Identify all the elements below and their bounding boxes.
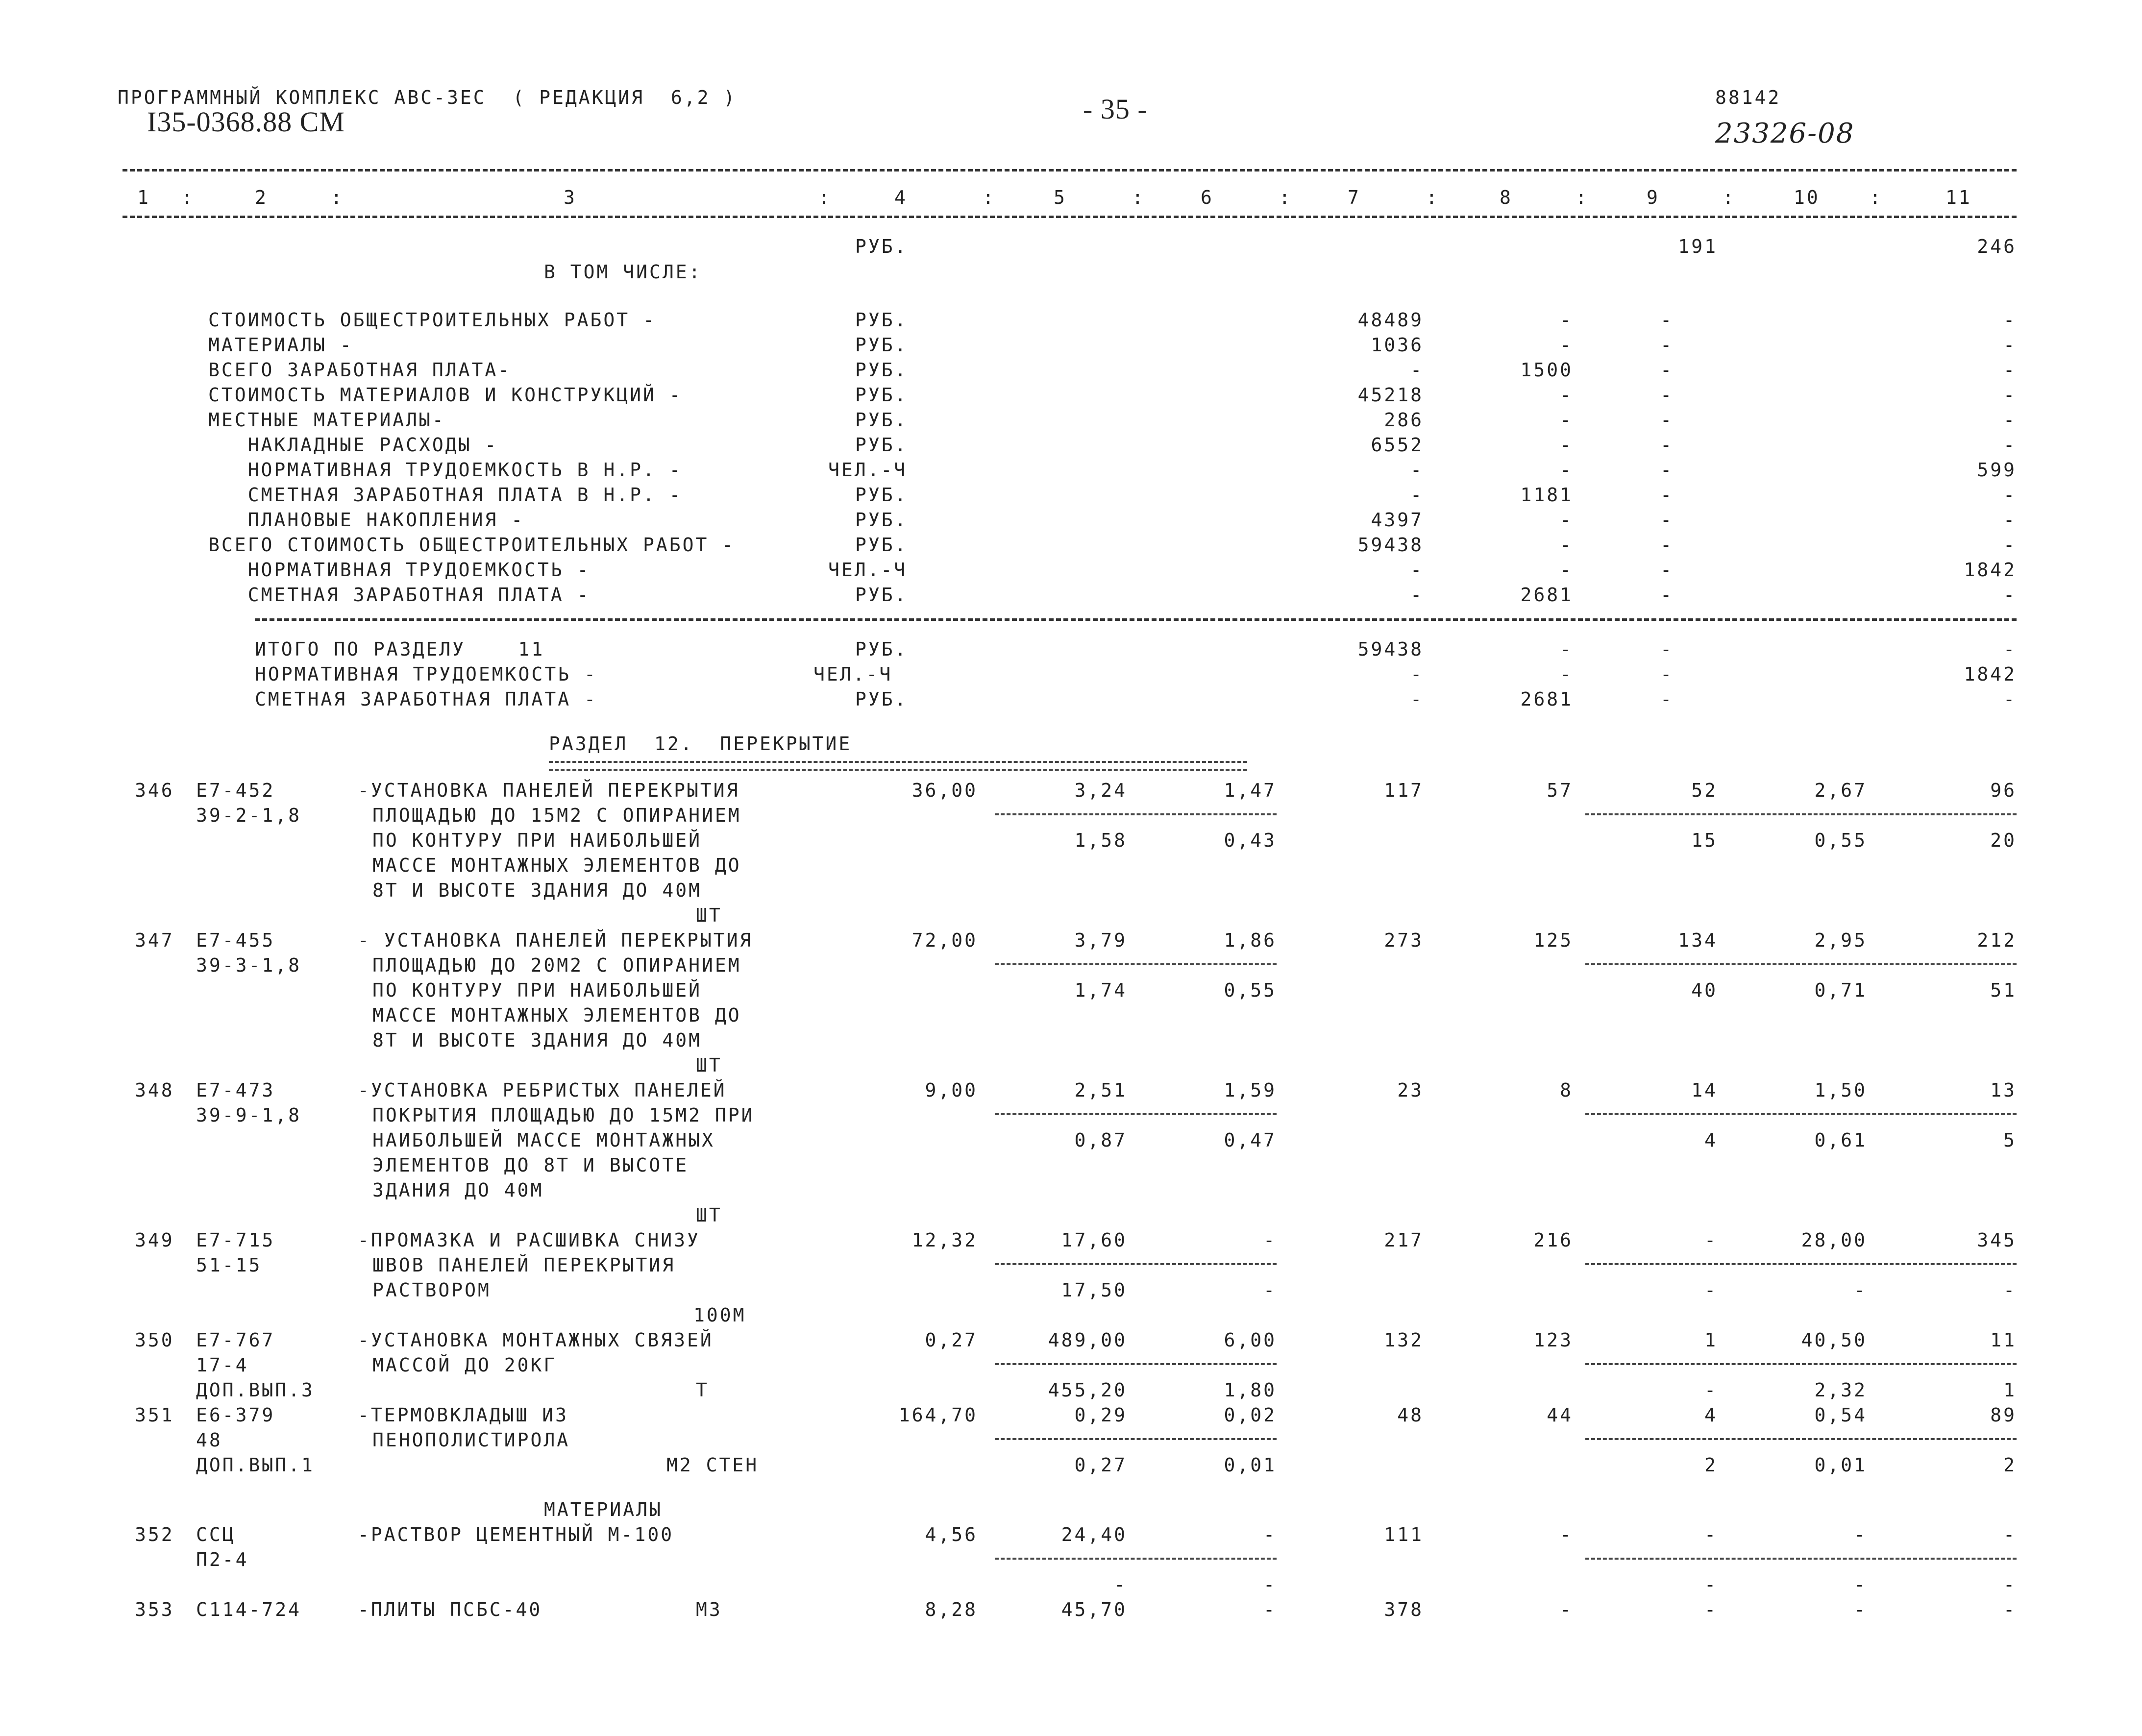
item-code: ДОП.ВЫП.3: [196, 1379, 315, 1401]
summary-row-c11: 599: [1977, 459, 2017, 481]
item-c9-sub: -: [1704, 1279, 1718, 1301]
itogo-row-c8: 2681: [1520, 688, 1573, 710]
column-number: 4: [894, 187, 908, 208]
item-c11: 212: [1977, 929, 2017, 951]
item-code: 17-4: [196, 1354, 249, 1376]
material-number: 353: [135, 1599, 174, 1620]
summary-row-c11: -: [2003, 384, 2017, 406]
item-c10-sub: 0,55: [1814, 830, 1867, 851]
summary-row-c8: -: [1560, 559, 1573, 581]
itogo-row-c7: 59438: [1357, 638, 1424, 660]
material-c7: 378: [1384, 1599, 1424, 1620]
item-c10-sub: 0,01: [1814, 1454, 1867, 1476]
itogo-row-c8: -: [1560, 638, 1573, 660]
itogo-row-label: НОРМАТИВНАЯ ТРУДОЕМКОСТЬ -: [255, 663, 597, 685]
material-split-rule: [1585, 1558, 2017, 1560]
item-description: ПО КОНТУРУ ПРИ НАИБОЛЬШЕЙ: [372, 830, 702, 851]
summary-row-label: ПЛАНОВЫЕ НАКОПЛЕНИЯ -: [208, 509, 525, 531]
item-c10-sub: 2,32: [1814, 1379, 1867, 1401]
summary-row-c11: -: [2003, 509, 2017, 531]
item-c9: 52: [1691, 780, 1718, 801]
item-c5-sub: 1,58: [1074, 830, 1127, 851]
itogo-row-c9: -: [1660, 688, 1674, 710]
summary-row-label: СМЕТНАЯ ЗАРАБОТНАЯ ПЛАТА -: [208, 584, 591, 606]
column-separator: :: [181, 187, 195, 208]
item-c10: 2,95: [1814, 929, 1867, 951]
column-separator: :: [331, 187, 344, 208]
summary-row-c8: -: [1560, 534, 1573, 556]
item-description: МАССОЙ ДО 20КГ: [372, 1354, 557, 1376]
item-c9-sub: 40: [1691, 979, 1718, 1001]
summary-row-c7: -: [1410, 459, 1424, 481]
item-c7: 23: [1397, 1079, 1424, 1101]
summary-row-c8: -: [1560, 309, 1573, 331]
item-c11: 345: [1977, 1229, 2017, 1251]
summary-row-label: МАТЕРИАЛЫ -: [208, 334, 353, 356]
summary-row-c11: -: [2003, 334, 2017, 356]
item-c9: 134: [1678, 929, 1718, 951]
summary-row-unit: РУБ.: [855, 484, 908, 506]
item-c6: 6,00: [1224, 1329, 1277, 1351]
column-number: 7: [1348, 187, 1361, 208]
summary-row-unit: ЧЕЛ.-Ч: [828, 459, 908, 481]
section-title: РАЗДЕЛ 12. ПЕРЕКРЫТИЕ: [549, 733, 852, 755]
item-description: ПО КОНТУРУ ПРИ НАИБОЛЬШЕЙ: [372, 979, 702, 1001]
summary-row-c7: 6552: [1371, 434, 1424, 456]
item-c8: 44: [1547, 1404, 1573, 1426]
item-c11-sub: -: [2003, 1279, 2017, 1301]
summary-row-c7: -: [1410, 584, 1424, 606]
handwritten-number: 23326-08: [1715, 118, 1855, 149]
summary-row-label: НОРМАТИВНАЯ ТРУДОЕМКОСТЬ В Н.Р. -: [208, 459, 683, 481]
material-c6: -: [1263, 1524, 1277, 1545]
item-description: -ТЕРМОВКЛАДЫШ ИЗ: [358, 1404, 569, 1426]
item-c6-sub: 0,47: [1224, 1129, 1277, 1151]
item-description: -УСТАНОВКА РЕБРИСТЫХ ПАНЕЛЕЙ: [358, 1079, 727, 1101]
item-c6-sub: 0,43: [1224, 830, 1277, 851]
itogo-row-c11: -: [2003, 688, 2017, 710]
summary-row-c11: -: [2003, 434, 2017, 456]
material-c6: -: [1263, 1599, 1277, 1620]
item-c7: 117: [1384, 780, 1424, 801]
item-split-rule: [995, 1363, 1277, 1365]
item-c10: 40,50: [1801, 1329, 1867, 1351]
item-number: 346: [135, 780, 174, 801]
item-description: ШВОВ ПАНЕЛЕЙ ПЕРЕКРЫТИЯ: [372, 1254, 676, 1276]
itogo-row-c11: -: [2003, 638, 2017, 660]
column-separator: :: [1279, 187, 1292, 208]
item-qty: 9,00: [925, 1079, 978, 1101]
summary-row-label: НАКЛАДНЫЕ РАСХОДЫ -: [208, 434, 498, 456]
itogo-row-c9: -: [1660, 638, 1674, 660]
item-c8: 125: [1533, 929, 1573, 951]
item-qty: 164,70: [898, 1404, 978, 1426]
item-c5-sub: 455,20: [1048, 1379, 1127, 1401]
summary-row-c8: -: [1560, 459, 1573, 481]
summary-row-c7: 1036: [1371, 334, 1424, 356]
column-number: 2: [255, 187, 268, 208]
item-c7: 48: [1397, 1404, 1424, 1426]
item-code: 51-15: [196, 1254, 262, 1276]
item-c10-sub: -: [1854, 1279, 1867, 1301]
page-number: - 35 -: [1083, 93, 1148, 125]
item-c9-sub: 15: [1691, 830, 1718, 851]
material-description: -РАСТВОР ЦЕМЕНТНЫЙ М-100: [358, 1524, 674, 1545]
summary-row-unit: ЧЕЛ.-Ч: [828, 559, 908, 581]
item-number: 351: [135, 1404, 174, 1426]
incl-label: В ТОМ ЧИСЛЕ:: [544, 261, 702, 283]
item-c10: 0,54: [1814, 1404, 1867, 1426]
item-split-rule: [995, 813, 1277, 815]
summary-row-c7: 48489: [1357, 309, 1424, 331]
item-description: ПЛОЩАДЬЮ ДО 15М2 С ОПИРАНИЕМ: [372, 805, 741, 826]
item-c6-sub: 0,55: [1224, 979, 1277, 1001]
item-description: РАСТВОРОМ: [372, 1279, 491, 1301]
summary-row-c11: -: [2003, 359, 2017, 381]
material-qty: 4,56: [925, 1524, 978, 1545]
item-number: 349: [135, 1229, 174, 1251]
itogo-row-unit: ЧЕЛ.-Ч: [813, 663, 893, 685]
itogo-row-c9: -: [1660, 663, 1674, 685]
item-c5: 489,00: [1048, 1329, 1127, 1351]
summary-row-unit: РУБ.: [855, 409, 908, 431]
item-description: - УСТАНОВКА ПАНЕЛЕЙ ПЕРЕКРЫТИЯ: [358, 929, 753, 951]
item-c9-sub: 2: [1704, 1454, 1718, 1476]
summary-row-c8: 2681: [1520, 584, 1573, 606]
item-code: Е7-455: [196, 929, 275, 951]
summary-row-c9: -: [1660, 584, 1674, 606]
item-code: Е7-767: [196, 1329, 275, 1351]
item-number: 350: [135, 1329, 174, 1351]
material-c5: 24,40: [1061, 1524, 1127, 1545]
item-description: 8Т И ВЫСОТЕ ЗДАНИЯ ДО 40М: [372, 1029, 702, 1051]
material-c8: -: [1560, 1524, 1573, 1545]
summary-row-c9: -: [1660, 484, 1674, 506]
summary-row-c8: -: [1560, 434, 1573, 456]
header-bottom-rule: [123, 216, 2017, 218]
item-split-rule: [995, 1113, 1277, 1115]
summary-rule: [255, 618, 2017, 621]
item-unit: 100М: [693, 1304, 746, 1326]
item-c7: 132: [1384, 1329, 1424, 1351]
material-c9-sub: -: [1704, 1574, 1718, 1595]
item-c6-sub: -: [1263, 1279, 1277, 1301]
column-separator: :: [1870, 187, 1883, 208]
column-number: 1: [137, 187, 150, 208]
item-split-rule: [1585, 813, 2017, 815]
summary-row-c9: -: [1660, 559, 1674, 581]
material-unit: М3: [696, 1599, 722, 1620]
item-c9: 4: [1704, 1404, 1718, 1426]
material-code: П2-4: [196, 1549, 249, 1570]
item-code: Е7-452: [196, 780, 275, 801]
item-c8: 8: [1560, 1079, 1573, 1101]
item-c5-sub: 17,50: [1061, 1279, 1127, 1301]
item-code: Е7-715: [196, 1229, 275, 1251]
item-c9: -: [1704, 1229, 1718, 1251]
item-c8: 123: [1533, 1329, 1573, 1351]
column-number: 5: [1054, 187, 1067, 208]
item-c6: -: [1263, 1229, 1277, 1251]
summary-row-c9: -: [1660, 534, 1674, 556]
material-c11: -: [2003, 1524, 2017, 1545]
item-c5: 2,51: [1074, 1079, 1127, 1101]
summary-row-c7: 45218: [1357, 384, 1424, 406]
item-code: 48: [196, 1429, 222, 1451]
item-description: ПОКРЫТИЯ ПЛОЩАДЬЮ ДО 15М2 ПРИ: [372, 1104, 755, 1126]
material-c9: -: [1704, 1524, 1718, 1545]
item-c11: 13: [1990, 1079, 2017, 1101]
materials-title: МАТЕРИАЛЫ: [544, 1499, 663, 1520]
item-split-rule: [1585, 1363, 2017, 1365]
item-description: -УСТАНОВКА МОНТАЖНЫХ СВЯЗЕЙ: [358, 1329, 714, 1351]
material-c10: -: [1854, 1524, 1867, 1545]
item-unit: Т: [696, 1379, 709, 1401]
summary-row-unit: РУБ.: [855, 584, 908, 606]
item-c8: 57: [1547, 780, 1573, 801]
itogo-row-label: ИТОГО ПО РАЗДЕЛУ 11: [255, 638, 545, 660]
item-c11-sub: 2: [2003, 1454, 2017, 1476]
column-separator: :: [1723, 187, 1736, 208]
item-qty: 12,32: [911, 1229, 978, 1251]
item-split-rule: [1585, 1438, 2017, 1440]
item-c6: 1,47: [1224, 780, 1277, 801]
summary-row-label: СТОИМОСТЬ МАТЕРИАЛОВ И КОНСТРУКЦИЙ -: [208, 384, 683, 406]
item-split-rule: [995, 1438, 1277, 1440]
summary-row-unit: РУБ.: [855, 509, 908, 531]
summary-row-c11: -: [2003, 484, 2017, 506]
summary-row-c8: -: [1560, 384, 1573, 406]
item-c10: 28,00: [1801, 1229, 1867, 1251]
item-unit: ШТ: [696, 905, 722, 926]
summary-row-c7: 4397: [1371, 509, 1424, 531]
item-unit: ШТ: [696, 1204, 722, 1226]
material-description: -ПЛИТЫ ПСБС-40: [358, 1599, 542, 1620]
item-split-rule: [1585, 963, 2017, 965]
item-c5-sub: 0,27: [1074, 1454, 1127, 1476]
material-c11-sub: -: [2003, 1574, 2017, 1595]
summary-total-c9: 191: [1678, 236, 1718, 257]
item-c11-sub: 51: [1990, 979, 2017, 1001]
item-description: ПЛОЩАДЬЮ ДО 20М2 С ОПИРАНИЕМ: [372, 954, 741, 976]
item-c9-sub: 4: [1704, 1129, 1718, 1151]
item-c9: 1: [1704, 1329, 1718, 1351]
item-c5-sub: 1,74: [1074, 979, 1127, 1001]
summary-row-c11: -: [2003, 309, 2017, 331]
itogo-row-unit: РУБ.: [855, 688, 908, 710]
column-separator: :: [1426, 187, 1439, 208]
summary-row-c8: -: [1560, 509, 1573, 531]
summary-row-c9: -: [1660, 359, 1674, 381]
column-number: 9: [1647, 187, 1660, 208]
material-number: 352: [135, 1524, 174, 1545]
summary-row-c9: -: [1660, 334, 1674, 356]
material-c10-sub: -: [1854, 1574, 1867, 1595]
summary-row-unit: РУБ.: [855, 309, 908, 331]
summary-row-label: СМЕТНАЯ ЗАРАБОТНАЯ ПЛАТА В Н.Р. -: [208, 484, 683, 506]
item-split-rule: [995, 963, 1277, 965]
item-unit: М2 СТЕН: [666, 1454, 759, 1476]
summary-total-c11: 246: [1977, 236, 2017, 257]
item-code: Е6-379: [196, 1404, 275, 1426]
summary-row-label: ВСЕГО СТОИМОСТЬ ОБЩЕСТРОИТЕЛЬНЫХ РАБОТ -: [208, 534, 736, 556]
summary-row-unit: РУБ.: [855, 359, 908, 381]
item-c5: 17,60: [1061, 1229, 1127, 1251]
program-title: ПРОГРАММНЫЙ КОМПЛЕКС АВС-3ЕС ( РЕДАКЦИЯ 6,2 ): [118, 87, 737, 108]
material-c8: -: [1560, 1599, 1573, 1620]
summary-row-c9: -: [1660, 509, 1674, 531]
item-qty: 72,00: [911, 929, 978, 951]
summary-row-c8: -: [1560, 409, 1573, 431]
summary-row-c9: -: [1660, 309, 1674, 331]
item-c10: 1,50: [1814, 1079, 1867, 1101]
summary-row-label: СТОИМОСТЬ ОБЩЕСТРОИТЕЛЬНЫХ РАБОТ -: [208, 309, 656, 331]
item-qty: 0,27: [925, 1329, 978, 1351]
item-c6-sub: 0,01: [1224, 1454, 1277, 1476]
column-number: 11: [1945, 187, 1972, 208]
item-c5: 3,79: [1074, 929, 1127, 951]
item-c10-sub: 0,61: [1814, 1129, 1867, 1151]
item-c5-sub: 0,87: [1074, 1129, 1127, 1151]
item-description: НАИБОЛЬШЕЙ МАССЕ МОНТАЖНЫХ: [372, 1129, 715, 1151]
column-number: 3: [564, 187, 577, 208]
item-code: 39-9-1,8: [196, 1104, 302, 1126]
item-c9-sub: -: [1704, 1379, 1718, 1401]
summary-row-c8: 1500: [1520, 359, 1573, 381]
item-description: 8Т И ВЫСОТЕ ЗДАНИЯ ДО 40М: [372, 880, 702, 901]
column-separator: :: [818, 187, 832, 208]
summary-row-label: ВСЕГО ЗАРАБОТНАЯ ПЛАТА-: [208, 359, 512, 381]
item-code: 39-2-1,8: [196, 805, 302, 826]
summary-row-unit: РУБ.: [855, 384, 908, 406]
summary-row-c11: -: [2003, 584, 2017, 606]
item-c11: 11: [1990, 1329, 2017, 1351]
summary-row-c8: 1181: [1520, 484, 1573, 506]
item-split-rule: [1585, 1263, 2017, 1265]
itogo-row-c8: -: [1560, 663, 1573, 685]
item-description: -УСТАНОВКА ПАНЕЛЕЙ ПЕРЕКРЫТИЯ: [358, 780, 740, 801]
summary-row-unit: РУБ.: [855, 534, 908, 556]
column-separator: :: [983, 187, 996, 208]
item-code: Е7-473: [196, 1079, 275, 1101]
itogo-row-c7: -: [1410, 688, 1424, 710]
item-split-rule: [1585, 1113, 2017, 1115]
material-qty: 8,28: [925, 1599, 978, 1620]
column-separator: :: [1132, 187, 1145, 208]
summary-row-label: МЕСТНЫЕ МАТЕРИАЛЫ-: [208, 409, 445, 431]
item-code: 39-3-1,8: [196, 954, 302, 976]
summary-row-c8: -: [1560, 334, 1573, 356]
table-top-rule: [123, 169, 2017, 171]
material-code: С114-724: [196, 1599, 302, 1620]
item-qty: 36,00: [911, 780, 978, 801]
item-c11: 89: [1990, 1404, 2017, 1426]
column-number: 8: [1500, 187, 1513, 208]
summary-row-c7: -: [1410, 359, 1424, 381]
itogo-row-label: СМЕТНАЯ ЗАРАБОТНАЯ ПЛАТА -: [255, 688, 597, 710]
item-c5: 0,29: [1074, 1404, 1127, 1426]
item-c6-sub: 1,80: [1224, 1379, 1277, 1401]
item-c7: 273: [1384, 929, 1424, 951]
summary-row-c9: -: [1660, 434, 1674, 456]
document-code: I35-0368.88 СМ: [147, 106, 345, 138]
summary-row-c9: -: [1660, 384, 1674, 406]
item-description: МАССЕ МОНТАЖНЫХ ЭЛЕМЕНТОВ ДО: [372, 855, 741, 876]
summary-row-c9: -: [1660, 409, 1674, 431]
item-c11: 96: [1990, 780, 2017, 801]
summary-row-unit: РУБ.: [855, 334, 908, 356]
summary-row-label: НОРМАТИВНАЯ ТРУДОЕМКОСТЬ -: [208, 559, 591, 581]
item-c11-sub: 20: [1990, 830, 2017, 851]
summary-row-c11: -: [2003, 409, 2017, 431]
itogo-row-unit: РУБ.: [855, 638, 908, 660]
column-number: 6: [1201, 187, 1214, 208]
material-split-rule: [995, 1558, 1277, 1560]
summary-row-c7: 59438: [1357, 534, 1424, 556]
item-number: 347: [135, 929, 174, 951]
document-number: 88142: [1715, 87, 1781, 108]
material-c7: 111: [1384, 1524, 1424, 1545]
itogo-row-c11: 1842: [1964, 663, 2017, 685]
material-c6-sub: -: [1263, 1574, 1277, 1595]
item-c6: 1,59: [1224, 1079, 1277, 1101]
item-description: -ПРОМАЗКА И РАСШИВКА СНИЗУ: [358, 1229, 700, 1251]
item-c5: 3,24: [1074, 780, 1127, 801]
summary-row-unit: РУБ.: [855, 434, 908, 456]
material-c5-sub: -: [1114, 1574, 1127, 1595]
item-c9: 14: [1691, 1079, 1718, 1101]
item-c6: 1,86: [1224, 929, 1277, 951]
material-c5: 45,70: [1061, 1599, 1127, 1620]
item-c10-sub: 0,71: [1814, 979, 1867, 1001]
section-title-underline: [549, 761, 1247, 771]
material-c10: -: [1854, 1599, 1867, 1620]
item-c11-sub: 5: [2003, 1129, 2017, 1151]
summary-unit: РУБ.: [855, 236, 908, 257]
column-separator: :: [1576, 187, 1589, 208]
material-c9: -: [1704, 1599, 1718, 1620]
item-description: МАССЕ МОНТАЖНЫХ ЭЛЕМЕНТОВ ДО: [372, 1004, 741, 1026]
item-c10: 2,67: [1814, 780, 1867, 801]
item-number: 348: [135, 1079, 174, 1101]
summary-row-c7: -: [1410, 484, 1424, 506]
column-number: 10: [1794, 187, 1820, 208]
item-description: ПЕНОПОЛИСТИРОЛА: [372, 1429, 570, 1451]
item-description: ЗДАНИЯ ДО 40М: [372, 1179, 544, 1201]
item-c8: 216: [1533, 1229, 1573, 1251]
summary-row-c7: 286: [1384, 409, 1424, 431]
summary-row-c9: -: [1660, 459, 1674, 481]
summary-row-c7: -: [1410, 559, 1424, 581]
material-c11: -: [2003, 1599, 2017, 1620]
item-c7: 217: [1384, 1229, 1424, 1251]
item-c11-sub: 1: [2003, 1379, 2017, 1401]
item-split-rule: [995, 1263, 1277, 1265]
material-code: ССЦ: [196, 1524, 236, 1545]
item-code: ДОП.ВЫП.1: [196, 1454, 315, 1476]
item-c6: 0,02: [1224, 1404, 1277, 1426]
itogo-row-c7: -: [1410, 663, 1424, 685]
item-unit: ШТ: [696, 1054, 722, 1076]
item-description: ЭЛЕМЕНТОВ ДО 8Т И ВЫСОТЕ: [372, 1154, 689, 1176]
summary-row-c11: 1842: [1964, 559, 2017, 581]
summary-row-c11: -: [2003, 534, 2017, 556]
